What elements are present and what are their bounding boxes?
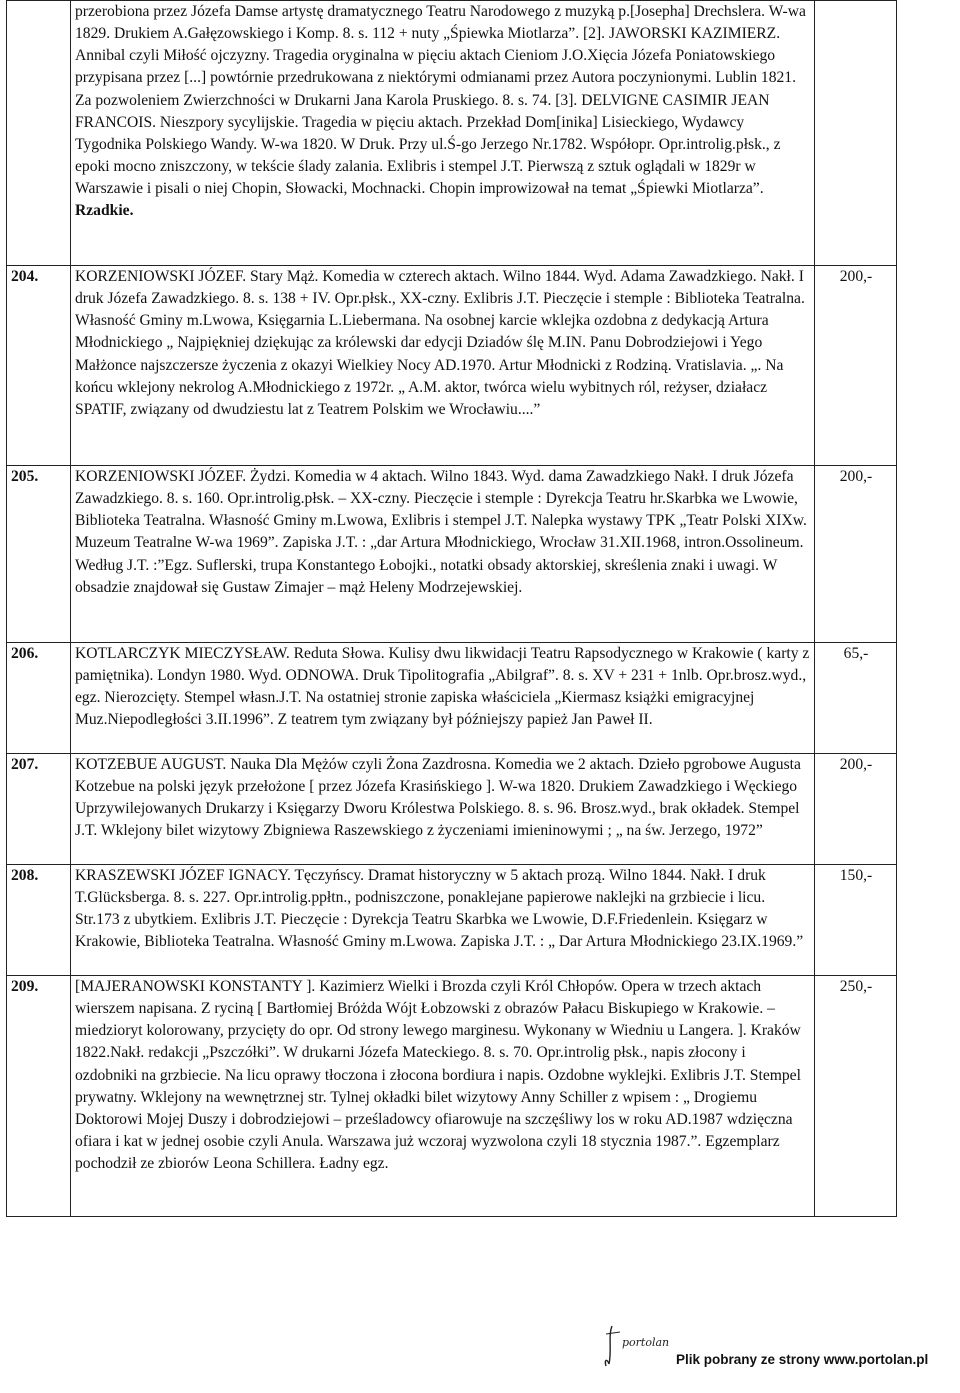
lot-number: 205.: [7, 466, 71, 643]
catalog-row: [7, 643, 897, 754]
lot-price: [815, 1, 897, 266]
lot-price: 150,-: [815, 865, 897, 976]
lot-description: [71, 754, 815, 865]
lot-description: [71, 865, 815, 976]
lot-number: 207.: [7, 754, 71, 865]
catalog-row: [7, 976, 897, 1217]
lot-description-text: KORZENIOWSKI JÓZEF. Stary Mąż. Komedia w czterech aktach. Wilno 1844. Wyd. Adama Zawadzkiego. Nakł. I druk Józefa Zawadzkiego. 8. s. 138 + IV. Opr.płsk., XX-czny. Exlibris J.T. Pieczęcie i stemple : Biblioteka Teatralna. Własność Gminy m.Lwowa, Księgarnia L.Liebermana. Na osobnej karcie wklejka ozdobna z dedykacją Artura Młodnickiego „ Najpiękniej dziękując za królewski dar edycji Dziadów ślę M.IN. Panu Dobrodziejowi i Yego Małżonce najszczersze życzenia z okazyi Wielkiey Nocy AD.1970. Artur Młodnicki z Rodziną. Vratislavia. „. Na końcu wklejony nekrolog A.Młodnickiego z 1972r. „ A.M. aktor, twórca wielu wybitnych ról, reżyser, działacz SPATIF, związany od dwudziestu lat z Teatrem Polskim we Wrocławiu....”: [75, 268, 805, 418]
catalog-row: [7, 266, 897, 466]
lot-description: [71, 643, 815, 754]
lot-note: Rzadkie.: [75, 202, 134, 220]
lot-description-text: KORZENIOWSKI JÓZEF. Żydzi. Komedia w 4 aktach. Wilno 1843. Wyd. dama Zawadzkiego Nakł. I druk Józefa Zawadzkiego. 8. s. 160. Opr.introlig.płsk. – XX-czny. Pieczęcie i stemple : Dyrekcja Teatru hr.Skarbka we Lwowie, Biblioteka Teatralna. Własność Gminy m.Lwowa, Exlibris i stempel J.T. Nalepka wystawy TPK „Teatr Polski XIXw. Muzeum Teatralne W-wa 1969”. Zapiska J.T. : „dar Artura Młodnickiego, Wrocław 31.XII.1968, intron.Ossolineum. Według J.T. :”Egz. Suflerski, trupa Konstantego Łobojki., notatki obsady aktorskiej, skreślenia znaki i uwagi. W obsadzie znajdował się Gustaw Zimajer – mąż Heleny Modrzejewskiej.: [75, 468, 807, 596]
lot-number: 206.: [7, 643, 71, 754]
lot-description-text: KOTLARCZYK MIECZYSŁAW. Reduta Słowa. Kulisy dwu likwidacji Teatru Rapsodycznego w Krakowie ( karty z pamiętnika). Londyn 1980. Wyd. ODNOWA. Druk Tipolitografia „Abilgraf”. 8. s. XV + 231 + 1nlb. Opr.brosz.wyd., egz. Nierozcięty. Stempel własn.J.T. Na ostatniej stronie zapiska właściciela „Kiermasz książki emigracyjnej Muz.Niepodległości 3.II.1996”. Z teatrem tym związany był późniejszy papież Jan Paweł II.: [75, 645, 810, 729]
lot-description: [71, 1, 815, 266]
portolan-logo: [598, 1320, 670, 1370]
lot-price: 250,-: [815, 976, 897, 1217]
catalog-row: [7, 865, 897, 976]
page-footer: [0, 1320, 960, 1380]
lot-description: [71, 266, 815, 466]
lot-description: [71, 466, 815, 643]
lot-description: [71, 976, 815, 1217]
lot-price: 200,-: [815, 754, 897, 865]
lot-description-text: KRASZEWSKI JÓZEF IGNACY. Tęczyńscy. Dramat historyczny w 5 aktach prozą. Wilno 1844. Nakł. I druk T.Glücksberga. 8. s. 227. Opr.introlig.ppłtn., podniszczone, ponaklejane papierowe naklejki na grzbiecie i licu. Str.173 z ubytkiem. Exlibris J.T. Pieczęcie : Dyrekcja Teatru Skarbka we Lwowie, D.F.Friedenlein. Księgarz w Krakowie, Biblioteka Teatralna. Własność Gminy m.Lwowa. Zapiska J.T. : „ Dar Artura Młodnickiego 23.IX.1969.”: [75, 867, 804, 951]
lot-price: 65,-: [815, 643, 897, 754]
lot-description-text: KOTZEBUE AUGUST. Nauka Dla Mężów czyli Żona Zazdrosna. Komedia we 2 aktach. Dzieło pgrobowe Augusta Kotzebue na polski język przełożone [ przez Józefa Krasińskiego ]. W-wa 1820. Drukiem Zawadzkiego i Węckiego Uprzywilejowanych Drukarzy i Księgarzy Dworu Królestwa Polskiego. 8. s. 96. Brosz.wyd., brak okładek. Stempel J.T. Wklejony bilet wizytowy Zbigniewa Raszewskiego z życzeniami imieninowymi ; „ na św. Jerzego, 1972”: [75, 756, 801, 840]
portolan-logo-text: portolan: [622, 1336, 670, 1349]
catalog-row: [7, 1, 897, 266]
catalog-row: [7, 754, 897, 865]
lot-price: 200,-: [815, 266, 897, 466]
catalog-table: [6, 0, 897, 1217]
lot-description-text: przerobiona przez Józefa Damse artystę dramatycznego Teatru Narodowego z muzyką p.[Josepha] Drechslera. W-wa 1829. Drukiem A.Gałęzowskiego i Komp. 8. s. 112 + nuty „Śpiewka Miotlarza”. [2]. JAWORSKI KAZIMIERZ. Annibal czyli Miłość ojczyzny. Tragedia oryginalna w pięciu aktach Cieniom J.O.Xięcia Józefa Poniatowskiego przypisana przez [...] powtórnie przedrukowana z niektórymi odmianami przez Autora poczynionymi. Lublin 1821. Za pozwoleniem Zwierzchności w Drukarni Jana Karola Pruskiego. 8. s. 74. [3]. DELVIGNE CASIMIR JEAN FRANCOIS. Nieszpory sycylijskie. Tragedia w pięciu aktach. Przekład Dom[inika] Lisieckiego, Wydawcy Tygodnika Polskiego Wandy. W-wa 1820. W Druk. Przy ul.Ś-go Jerzego Nr.1782. Współopr. Opr.introlig.płsk., z epoki mocno zniszczony, w tekście ślady zalania. Exlibris i stempel J.T. Pierwszą z sztuk oglądali w 1829r w Warszawie i pisali o niej Chopin, Słowacki, Mochnacki. Chopin improwizował na temat „Śpiewki Miotlarza”.: [75, 3, 806, 198]
lot-number: 209.: [7, 976, 71, 1217]
lot-number: 208.: [7, 865, 71, 976]
lot-description-text: [MAJERANOWSKI KONSTANTY ]. Kazimierz Wielki i Brozda czyli Król Chłopów. Opera w trzech aktach wierszem napisana. Z ryciną [ Bartłomiej Bróżda Wójt Łobzowski z obrazów Pałacu Biskupiego w Krakowie. – miedzioryt kolorowany, przycięty do opr. Od strony lewego marginesu. Wykonany w Wiedniu u Langera. ]. Kraków 1822.Nakł. redakcji „Pszczółki”. W drukarni Józefa Mateckiego. 8. s. 70. Opr.introlig płsk., napis złocony i ozdobniki na grzbiecie. Na licu oprawy tłoczona i złocona bordiura i napis. Ozdobne wyklejki. Exlibris J.T. Stempel prywatny. Wklejony na wewnętrznej str. Tylnej okładki bilet wizytowy Anny Schiller z wpisem : „ Drogiemu Doktorowi Mojej Duszy i dobrodziejowi – prześladowcy ofiarowuje na szczęśliwy los w roku AD.1987 wdzięczna ofiara i kat w jednej osobie czyli Anula. Warszawa już wczoraj wyzwolona czyli 18 stycznia 1987.”. Egzemplarz pochodził ze zbiorów Leona Schillera. Ładny egz.: [75, 978, 801, 1173]
source-link[interactable]: Plik pobrany ze strony www.portolan.pl: [676, 1352, 929, 1367]
lot-number: [7, 1, 71, 266]
lot-price: 200,-: [815, 466, 897, 643]
lot-number: 204.: [7, 266, 71, 466]
catalog-row: [7, 466, 897, 643]
